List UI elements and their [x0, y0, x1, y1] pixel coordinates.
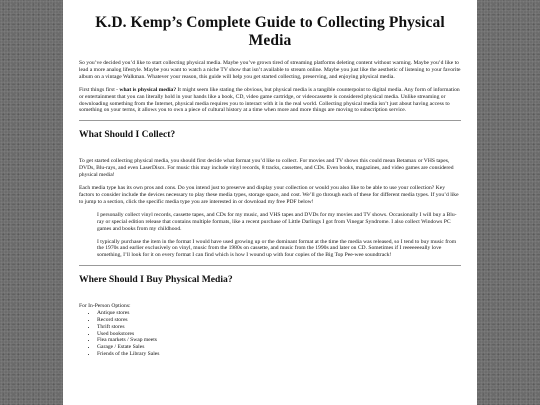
definition-paragraph	[79, 87, 461, 115]
definition-lead: First things first -	[79, 86, 120, 93]
section-heading-collect: What Should I Collect?	[79, 129, 176, 141]
personal-note-collection: I personally collect vinyl records, cassette tapes, and CDs for my music, and VHS tapes and DVDs for my movies and TV shows. Occasionally I will buy a Blu-ray or special edition release that contains multiple formats, like a recent purchase of Little Darlings I got from Vinegar Syndrome. I also collect Windows PC games and books from my childhood.	[97, 211, 457, 232]
personal-note	[97, 212, 461, 259]
article-page	[63, 0, 477, 405]
in-person-options-label: For In-Person Options:	[79, 303, 131, 310]
section-heading-buy: Where Should I Buy Physical Media?	[79, 274, 233, 286]
list-item: • Garage / Estate Sales	[97, 344, 461, 351]
section-divider	[79, 265, 461, 266]
list-item: • Used bookstores	[97, 331, 461, 338]
list-item: • Friends of the Library Sales	[97, 351, 461, 358]
list-item: • Antique stores	[97, 310, 461, 317]
list-item: • Flea markets / Swap meets	[97, 337, 461, 344]
section-divider	[79, 120, 461, 121]
definition-text: It might seem like stating the obvious, but physical media is a tangible counterpoint to digital media. Any form of information or entertainment that you can literally hold in your hands like a book, CD, video game cartridge, or videocassette is considered physical media. Unlike streaming or downloading something from the Internet, physical media requires you to interact with it in the real world. Collecting physical media isn’t just about having access to something on your terms, it allows you to own a piece of cultural history at a time when more and more things are moving to subscription service.	[79, 86, 460, 114]
intro-paragraph: So you’ve decided you’d like to start collecting physical media. Maybe you’ve grown tired of streaming platforms deleting content without warning. Maybe you’d like to lead a more analog lifestyle. Maybe you want to watch a niche TV show that isn’t available to stream online. Maybe you just like the aesthetic of listening to your favorite album on a vintage Walkman. Whatever your reason, this guide will help you get started collecting, preserving, and enjoying physical media.	[79, 60, 461, 80]
collect-paragraph-formats: To get started collecting physical media, you should first decide what format you’d like to collect. For movies and TV shows this could mean Betamax or VHS tapes, DVDs, Blu-rays, and even LaserDiscs. For music this may include vinyl records, 8 tracks, cassettes, and CDs. Even books, magazines, and video games are considered physical media!	[79, 158, 454, 179]
collect-paragraph-pros-cons: Each media type has its own pros and cons. Do you intend just to preserve and display your collection or would you also like to be able to use your collection? Key factors to consider include the devices necessary to play these media types, storage space, and cost. We’ll go through each of these for different media types. If you’d like to jump to a section, click the specific media type you are interested in or download my free PDF below!	[79, 185, 459, 205]
definition-question: what is physical media?	[119, 86, 177, 93]
in-person-options-list	[79, 310, 461, 358]
personal-note-formats: I typically purchase the item in the format I would have used growing up or the dominant format at the time the media was released, so I tend to buy music from the 1970s and earlier exclusively on vinyl, music from the 1980s on cassette, and music from the 1990s and later on CD. Sometimes if I reeeeeeeally love something, I’ll look for it on every format I can find which is how I wound up with four copies of the Big Top Pee-wee soundtrack!	[97, 238, 457, 259]
list-item: • Record stores	[97, 317, 461, 324]
page-title: K.D. Kemp’s Complete Guide to Collecting Physical Media	[95, 14, 445, 49]
list-item: • Thrift stores	[97, 324, 461, 331]
